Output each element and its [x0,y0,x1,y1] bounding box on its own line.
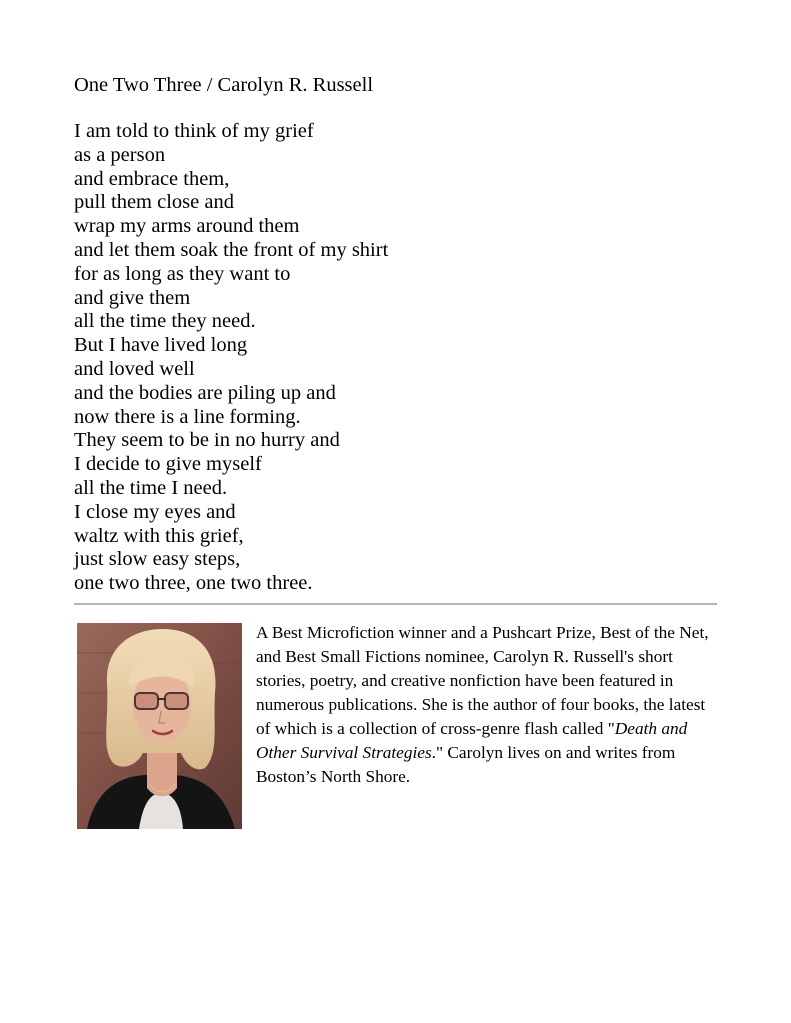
poem-line: and loved well [74,357,195,380]
poem-line: and embrace them, [74,167,230,190]
bio-text-start: A Best Microfiction winner and a Pushcart Prize, Best of the Net, and Best Small Fictions nominee, Carolyn R. Russell's short stories, poetry, and creative nonfiction have been featured in numerous publications. She is the author of four books, the latest of which is a collection of cross-genre flash called " [256,622,709,738]
poem-line: I am told to think of my grief [74,120,314,142]
page [74,72,717,831]
poem-body [74,120,717,596]
bio-text [256,621,719,789]
bio-text-end: ." Carolyn lives on and writes from Boston’s North Shore. [256,742,676,786]
author-bio [74,621,717,831]
divider [74,603,717,605]
poem-line: wrap my arms around them [74,215,300,238]
poem-line: waltz with this grief, [74,524,244,547]
author-portrait-image [77,623,242,829]
poem-line: They seem to be in no hurry and [74,429,340,452]
poem-title: One Two Three / Carolyn R. Russell [74,74,374,96]
poem-line: and let them soak the front of my shirt [74,238,389,261]
poem-line: pull them close and [74,191,234,214]
poem-line: I close my eyes and [74,500,236,523]
poem-line: all the time they need. [74,310,256,333]
poem-line: as a person [74,143,166,166]
poem-line: and the bodies are piling up and [74,381,336,404]
poem-line: one two three, one two three. [74,572,313,595]
poem-line: But I have lived long [74,334,248,357]
poem-line: all the time I need. [74,476,228,499]
author-photo [77,623,242,829]
poem-line: now there is a line forming. [74,405,301,428]
poem-line: and give them [74,286,191,309]
book-title: Death and Other Survival Strategies [256,718,688,762]
poem-line: I decide to give myself [74,453,262,476]
poem-line: just slow easy steps, [74,548,241,571]
poem-line: for as long as they want to [74,262,291,285]
